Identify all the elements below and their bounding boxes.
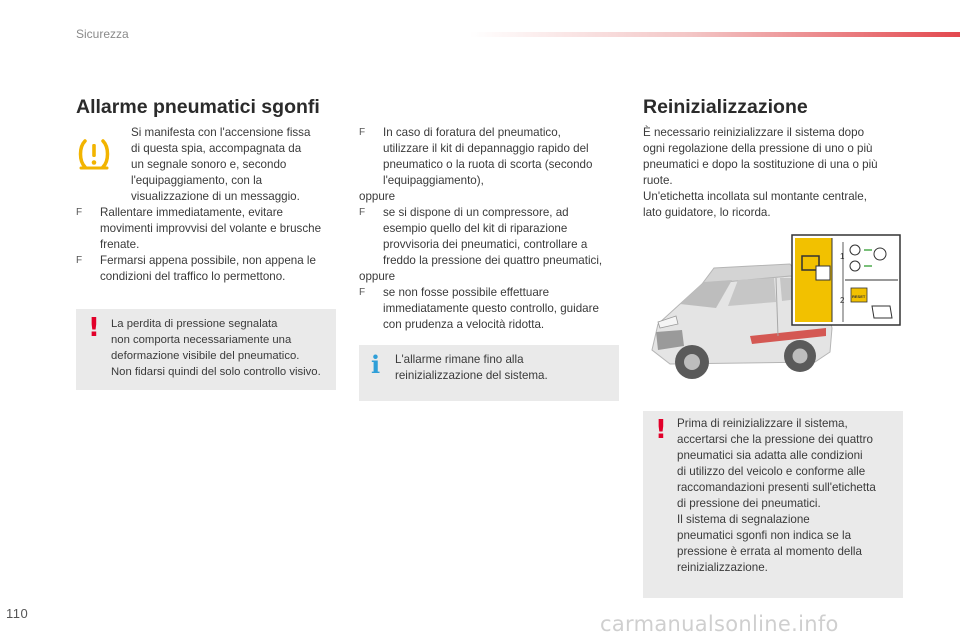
- warning-line: di utilizzo del veicolo e conforme alle: [677, 465, 866, 478]
- bullet-line: Rallentare immediatamente, evitare: [100, 206, 284, 219]
- warning-line: pneumatici sia adatta alle condizioni: [677, 449, 863, 462]
- page-number: 110: [6, 606, 29, 621]
- list-item: [359, 125, 621, 189]
- right-paragraph: [643, 125, 913, 221]
- paragraph-line: È necessario reinizializzare il sistema dopo: [643, 126, 865, 139]
- warning-line: Non fidarsi quindi del solo controllo visivo.: [111, 366, 321, 378]
- oppure-text: oppure: [359, 190, 396, 203]
- intro-line: l'equipaggiamento, con la: [131, 174, 263, 187]
- list-item: [76, 253, 346, 285]
- info-icon: i: [371, 350, 381, 379]
- warning-line: di pressione dei pneumatici.: [677, 497, 821, 510]
- warning-line: pneumatici sgonfi non indica se la: [677, 529, 852, 542]
- left-bullet-list: [76, 205, 346, 285]
- section-label: Sicurezza: [76, 27, 129, 41]
- bullet-marker: F: [359, 287, 366, 298]
- warning-line: deformazione visibile del pneumatico.: [111, 350, 300, 362]
- left-warning-text: [111, 316, 336, 380]
- warning-exclamation-icon: !: [88, 313, 100, 343]
- bullet-marker: F: [76, 207, 83, 218]
- middle-info-text: [395, 352, 615, 384]
- bullet-line: freddo la pressione dei quattro pneumatici,: [383, 254, 603, 267]
- right-warning-box: [643, 411, 903, 598]
- info-line: reinizializzazione del sistema.: [395, 369, 548, 382]
- warning-line: Il sistema di segnalazione: [677, 513, 810, 526]
- warning-line: raccomandazioni presenti sull'etichetta: [677, 481, 876, 494]
- right-title: Reinizializzazione: [643, 96, 808, 118]
- panel-number-1: 1: [840, 252, 845, 261]
- bullet-line: provvisoria dei pneumatici, controllare a: [383, 238, 588, 251]
- bullet-marker: F: [359, 127, 366, 138]
- paragraph-line: ogni regolazione della pressione di uno o più: [643, 142, 873, 155]
- intro-line: di questa spia, accompagnata da: [131, 142, 302, 155]
- header-accent-bar: [470, 32, 960, 37]
- bullet-line: pneumatico o la ruota di scorta (secondo: [383, 158, 593, 171]
- bullet-line: utilizzare il kit di depannaggio rapido del: [383, 142, 589, 155]
- list-item: [359, 205, 621, 269]
- info-line: L'allarme rimane fino alla: [395, 353, 524, 366]
- left-title: Allarme pneumatici sgonfi: [76, 96, 320, 118]
- right-warning-text: [677, 416, 901, 576]
- left-warning-box: [76, 309, 336, 390]
- list-item: [359, 285, 621, 333]
- bullet-marker: F: [76, 255, 83, 266]
- bullet-line: con prudenza a velocità ridotta.: [383, 318, 545, 331]
- bullet-line: In caso di foratura del pneumatico,: [383, 126, 561, 139]
- paragraph-line: Un'etichetta incollata sul montante centrale,: [643, 190, 867, 203]
- warning-line: La perdita di pressione segnalata: [111, 318, 278, 330]
- bullet-line: movimenti improvvisi del volante e brusche: [100, 222, 322, 235]
- left-intro: [131, 125, 341, 205]
- bullet-line: condizioni del traffico lo permettono.: [100, 270, 286, 283]
- bullet-line: esempio quello del kit di riparazione: [383, 222, 568, 235]
- bullet-marker: F: [359, 207, 366, 218]
- warning-line: Prima di reinizializzare il sistema,: [677, 417, 848, 430]
- intro-line: un segnale sonoro e, secondo: [131, 158, 287, 171]
- warning-line: non comporta necessariamente una: [111, 334, 292, 346]
- paragraph-line: pneumatici e dopo la sostituzione di una o più: [643, 158, 878, 171]
- paragraph-line: lato guidatore, lo ricorda.: [643, 206, 771, 219]
- warning-line: reinizializzazione.: [677, 561, 768, 574]
- panel-number-2: 2: [840, 296, 845, 305]
- reset-button-label: RESET: [852, 294, 866, 299]
- bullet-line: Fermarsi appena possibile, non appena le: [100, 254, 316, 267]
- oppure-text: oppure: [359, 270, 396, 283]
- bullet-line: l'equipaggiamento),: [383, 174, 484, 187]
- intro-line: Si manifesta con l'accensione fissa: [131, 126, 311, 139]
- paragraph-line: ruote.: [643, 174, 673, 187]
- intro-line: visualizzazione di un messaggio.: [131, 190, 300, 203]
- bullet-line: frenate.: [100, 238, 140, 251]
- bullet-line: se si dispone di un compressore, ad: [383, 206, 569, 219]
- warning-line: accertarsi che la pressione dei quattro: [677, 433, 873, 446]
- car-illustration: [640, 232, 905, 404]
- bullet-line: immediatamente questo controllo, guidare: [383, 302, 599, 315]
- warning-exclamation-icon: !: [655, 415, 667, 445]
- warning-line: pressione è errata al momento della: [677, 545, 862, 558]
- bullet-line: se non fosse possibile effettuare: [383, 286, 550, 299]
- middle-info-box: [359, 345, 619, 401]
- list-item: [76, 205, 346, 253]
- middle-text: [359, 125, 621, 333]
- watermark: carmanualsonline.info: [600, 612, 839, 636]
- tire-pressure-warning-icon: [76, 137, 112, 171]
